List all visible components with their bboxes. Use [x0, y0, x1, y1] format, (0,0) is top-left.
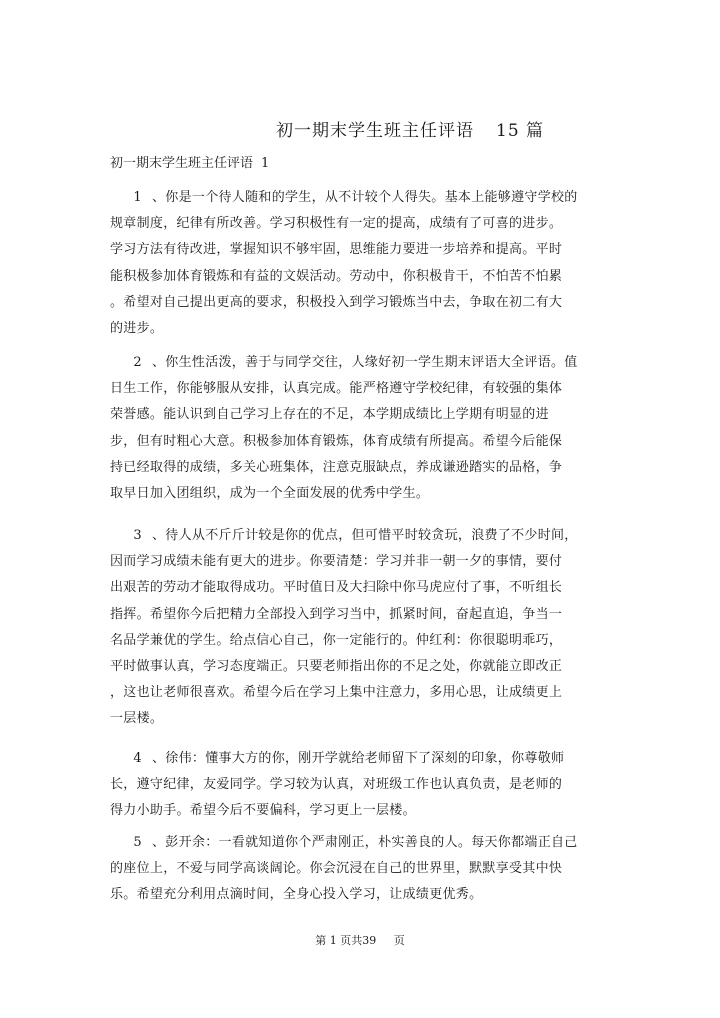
- paragraph-line: 乐。希望充分利用点滴时间，全身心投入学习，让成绩更优秀。: [110, 887, 483, 903]
- paragraph-line: 指挥。希望你今后把精力全部投入到学习当中，抓紧时间，奋起直追，争当一: [110, 606, 563, 622]
- comment-paragraph-1: [110, 185, 610, 342]
- paragraph-line: 持已经取得的成绩，多关心班集体，注意克服缺点，养成谦逊踏实的品格，争: [110, 459, 563, 475]
- comment-paragraph-3: [110, 523, 610, 733]
- subtitle-text: 初一期末学生班主任评语: [110, 156, 254, 171]
- footer-suffix: 页: [393, 934, 405, 947]
- paragraph-line: 的进步。: [110, 321, 164, 337]
- paragraph-line: 的座位上，不爱与同学高谈阔论。你会沉浸在自己的世界里，默默享受其中快: [110, 861, 563, 877]
- paragraph-line: 荣誉感。能认识到自己学习上存在的不足，本学期成绩比上学期有明显的进: [110, 407, 549, 423]
- comment-paragraph-2: [110, 350, 610, 507]
- paragraph-line: 学习方法有待改进，掌握知识不够牢固，思维能力要进一步培养和提高。平时: [110, 242, 563, 258]
- comment-index: 1: [133, 190, 142, 205]
- section-subtitle: [110, 152, 269, 171]
- comment-index: 3: [133, 528, 142, 543]
- comment-index: 2: [133, 355, 142, 370]
- document-title: [276, 116, 544, 141]
- line-text: 、你生性活泼，善于与同学交往，人缘好初一学生期末评语大全评语。值: [152, 355, 578, 370]
- paragraph-line: [110, 523, 610, 549]
- paragraph-line: 平时做事认真，学习态度端正。只要老师指出你的不足之处，你就能立即改正: [110, 659, 563, 675]
- paragraph-line: [110, 746, 610, 772]
- paragraph-line: [110, 185, 610, 211]
- paragraph-line: [110, 830, 610, 856]
- paragraph-line: 取早日加入团组织，成为一个全面发展的优秀中学生。: [110, 486, 430, 502]
- comment-paragraph-4: [110, 746, 610, 825]
- footer-page-number: 1: [329, 934, 337, 947]
- footer-middle: 页共: [340, 934, 363, 947]
- footer-total-pages: 39: [362, 934, 377, 947]
- paragraph-line: [110, 350, 610, 376]
- paragraph-line: 出艰苦的劳动才能取得成功。平时值日及大扫除中你马虎应付了事，不听组长: [110, 580, 563, 596]
- paragraph-line: 一层楼。: [110, 711, 164, 727]
- line-text: 、彭开余：一看就知道你个严肃刚正，朴实善良的人。每天你都端正自己: [152, 835, 578, 850]
- line-text: 、待人从不斤斤计较是你的优点，但可惜平时较贪玩，浪费了不少时间，: [152, 528, 578, 543]
- subtitle-number: 1: [261, 156, 270, 171]
- title-text: 初一期末学生班主任评语: [276, 121, 474, 141]
- comment-index: 5: [133, 835, 142, 850]
- paragraph-line: ，这也让老师很喜欢。希望今后在学习上集中注意力，多用心思，让成绩更上: [110, 685, 563, 701]
- footer-prefix: 第: [315, 934, 327, 947]
- paragraph-line: 因而学习成绩未能有更大的进步。你要清楚：学习并非一朝一夕的事情，要付: [110, 554, 563, 570]
- line-text: 、徐伟：懂事大方的你，刚开学就给老师留下了深刻的印象，你尊敬师: [152, 751, 565, 766]
- comment-index: 4: [133, 751, 142, 766]
- paragraph-line: 步，但有时粗心大意。积极参加体育锻炼，体育成绩有所提高。希望今后能保: [110, 433, 563, 449]
- comment-paragraph-5: [110, 830, 610, 909]
- paragraph-line: 能积极参加体育锻炼和有益的文娱活动。劳动中，你积极肯干，不怕苦不怕累: [110, 268, 563, 284]
- line-text: 、你是一个待人随和的学生，从不计较个人得失。基本上能够遵守学校的: [152, 190, 578, 205]
- paragraph-line: 得力小助手。希望今后不要偏科，学习更上一层楼。: [110, 803, 416, 819]
- paragraph-line: 日生工作，你能够服从安排，认真完成。能严格遵守学校纪律，有较强的集体: [110, 381, 563, 397]
- paragraph-line: 规章制度，纪律有所改善。学习积极性有一定的提高，成绩有了可喜的进步。: [110, 216, 563, 232]
- paragraph-line: 长，遵守纪律，友爱同学。学习较为认真，对班级工作也认真负责，是老师的: [110, 777, 563, 793]
- page-footer: [0, 932, 720, 948]
- title-count: 15 篇: [496, 121, 545, 141]
- paragraph-line: 。希望对自己提出更高的要求，积极投入到学习锻炼当中去，争取在初二有大: [110, 294, 563, 310]
- paragraph-line: 名品学兼优的学生。给点信心自己，你一定能行的。仲红利：你很聪明乖巧，: [110, 632, 563, 648]
